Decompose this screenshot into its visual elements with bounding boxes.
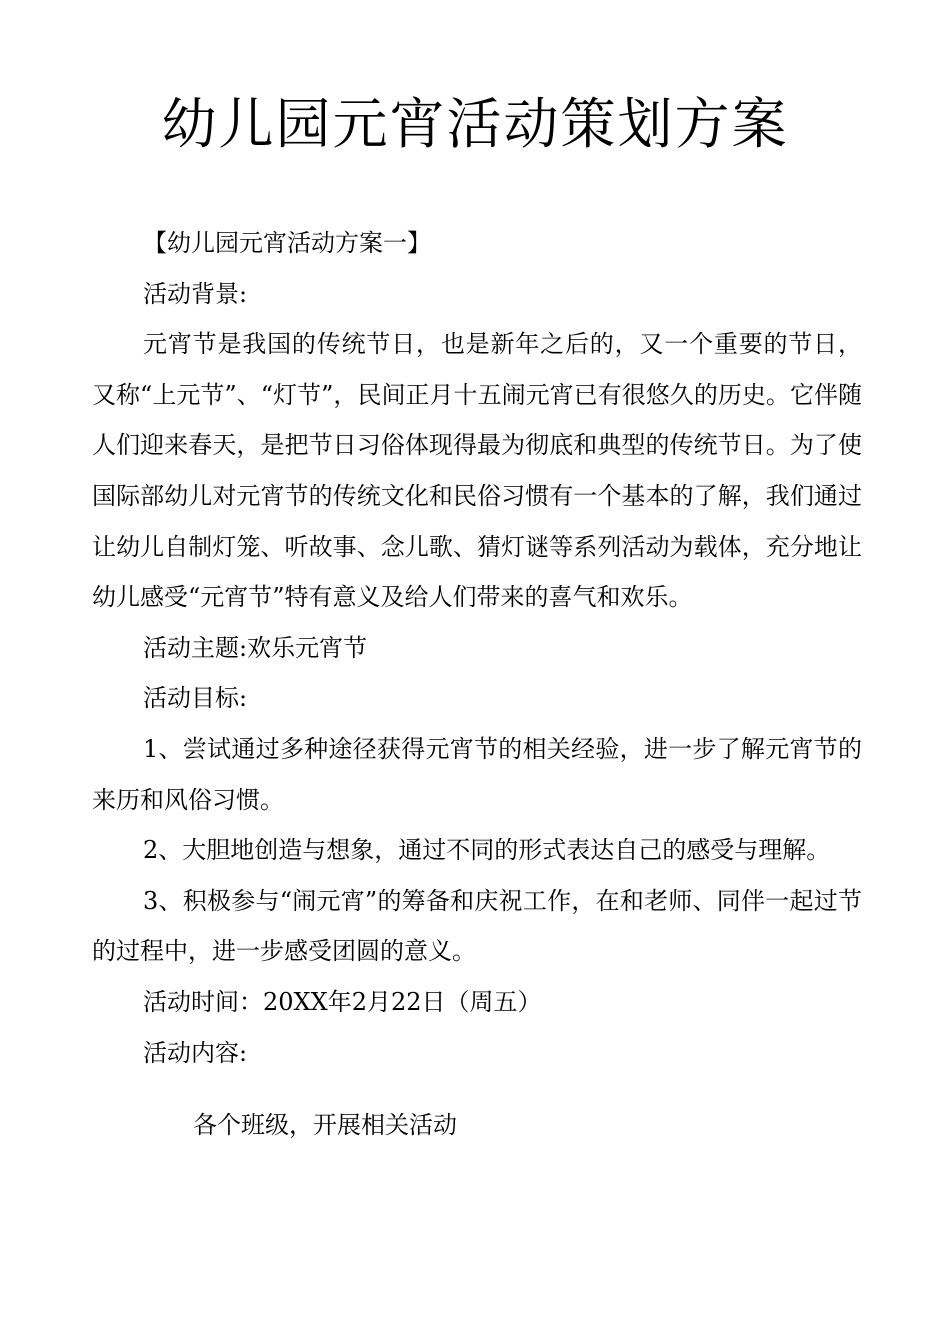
goal-item: 2、大胆地创造与想象，通过不同的形式表达自己的感受与理解。	[143, 836, 831, 865]
time-line: 活动时间：20XX年2月22日（周五）	[143, 987, 542, 1016]
document-title: 幼儿园元宵活动策划方案	[161, 92, 789, 156]
content-label: 活动内容:	[143, 1038, 248, 1067]
content-item: 各个班级，开展相关活动	[193, 1111, 457, 1140]
background-paragraph: 元宵节是我国的传统节日，也是新年之后的，又一个重要的节日，又称“上元节”、“灯节”，民间正月十五闹元宵已有很悠久的历史。它伴随人们迎来春天，是把节日习俗体现得最为彻底和典型的传统节日。为了使国际部幼儿对元宵节的传统文化和民俗习惯有一个基本的了解，我们通过让幼儿自制灯笼、听故事、念儿歌、猜灯谜等系列活动为载体，充分地让幼儿感受“元宵节”特有意义及给人们带来的喜气和欢乐。	[92, 330, 862, 612]
theme-line: 活动主题:欢乐元宵节	[143, 633, 368, 662]
goal-item: 1、尝试通过多种途径获得元宵节的相关经验，进一步了解元宵节的来历和风俗习惯。	[92, 734, 862, 814]
goals-label: 活动目标:	[143, 684, 248, 713]
document-body	[92, 218, 862, 1151]
goal-item: 3、积极参与“闹元宵”的筹备和庆祝工作，在和老师、同伴一起过节的过程中，进一步感受团圆的意义。	[92, 886, 862, 966]
background-label: 活动背景:	[143, 279, 248, 308]
section-heading: 【幼儿园元宵活动方案一】	[143, 229, 431, 257]
